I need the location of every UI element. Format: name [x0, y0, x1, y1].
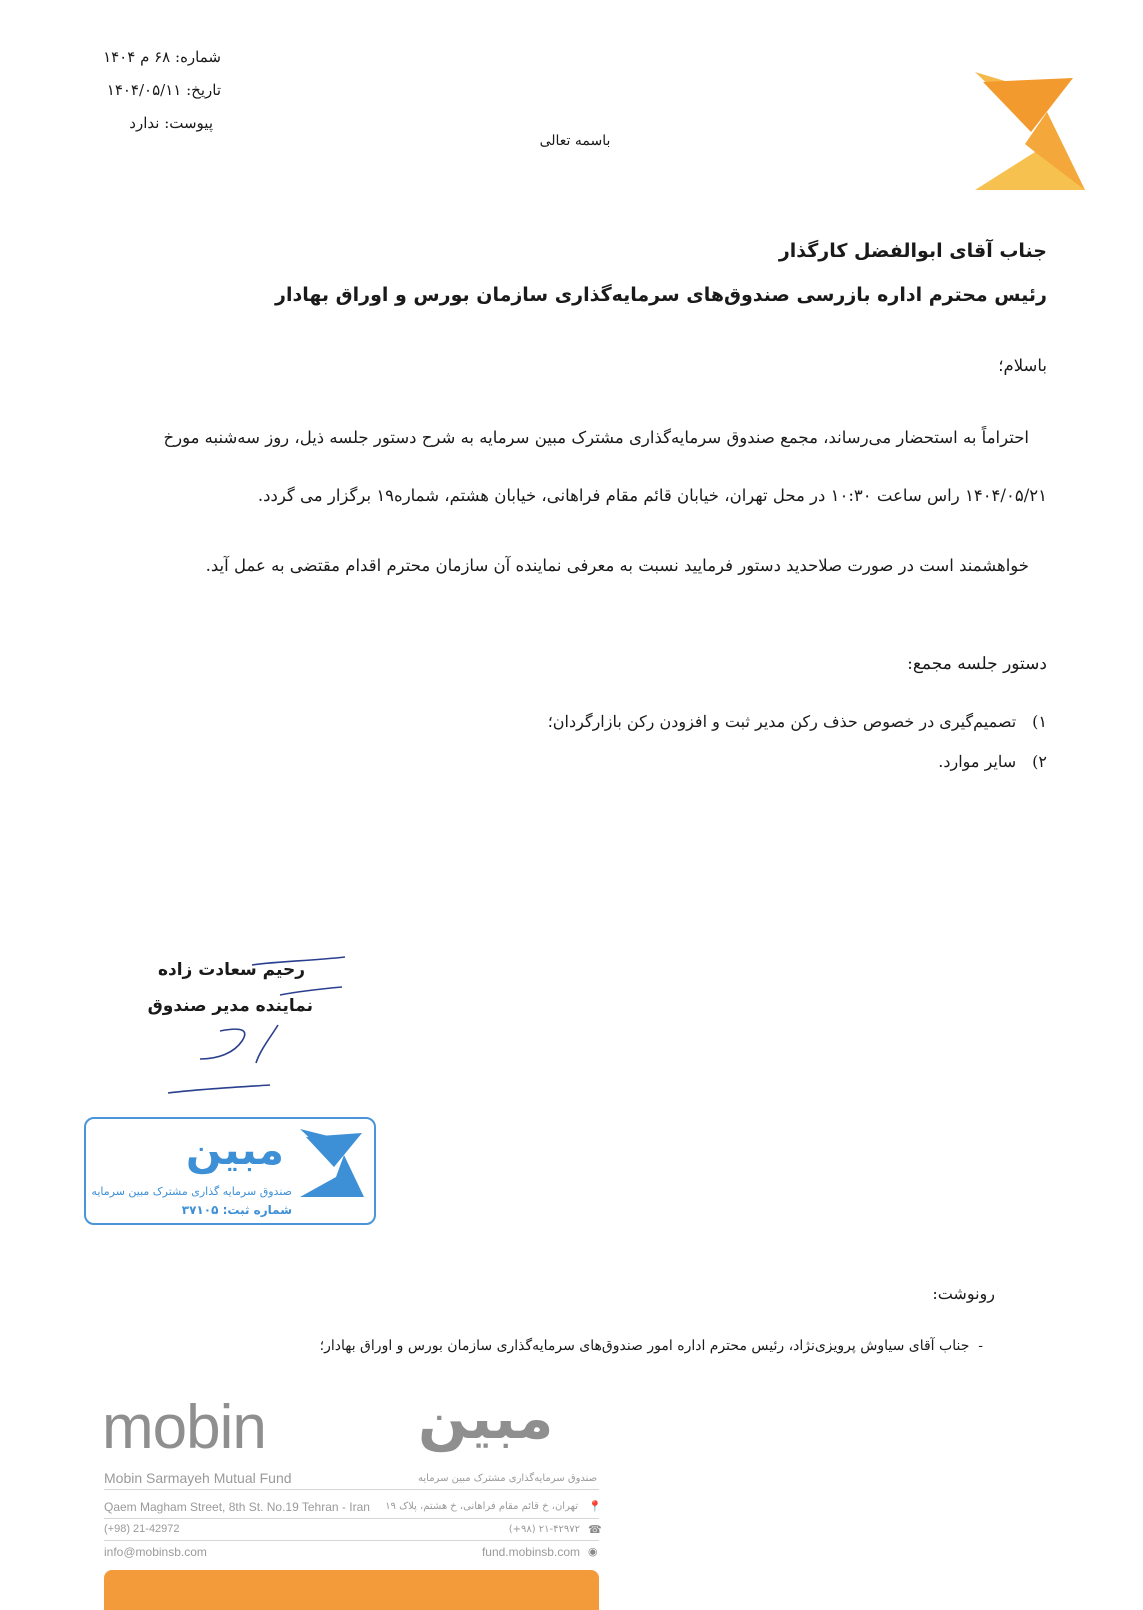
footer-brand-fa: مبین: [418, 1384, 554, 1452]
letter-date: تاریخ: ۱۴۰۴/۰۵/۱۱: [106, 81, 221, 99]
agenda-item-number: ۱): [1032, 712, 1047, 731]
cc-heading: رونوشت:: [932, 1284, 995, 1303]
footer-brand-fa-sub: صندوق سرمایه‌گذاری مشترک مبین سرمایه: [418, 1473, 598, 1484]
agenda-heading: دستور جلسه مجمع:: [907, 654, 1047, 674]
bismillah: باسمه تعالی: [539, 133, 611, 149]
cc-bullet: -: [969, 1338, 983, 1354]
handwritten-signature: [157, 955, 350, 1095]
agenda-item-text: سایر موارد.: [938, 752, 1017, 771]
footer-brand-en-sub: Mobin Sarmayeh Mutual Fund: [104, 1470, 292, 1486]
agenda-item: [938, 752, 1047, 771]
paragraph-1-line-2: ۱۴۰۴/۰۵/۲۱ راس ساعت ۱۰:۳۰ در محل تهران، خیابان قائم مقام فراهانی، خیابان هشتم، شماره۱۹ برگزار می گردد.: [257, 486, 1047, 505]
letter-attachment: پیوست: ندارد: [129, 114, 213, 132]
phone-icon: ☎: [588, 1523, 602, 1536]
signatory-role: نماینده مدیر صندوق: [147, 996, 313, 1016]
cc-item-text: جناب آقای سیاوش پرویزی‌نژاد، رئیس محترم اداره امور صندوق‌های سرمایه‌گذاری سازمان بورس و اوراق بهادار؛: [319, 1338, 970, 1354]
footer-divider: [104, 1518, 599, 1519]
stamp-brand: مبین: [185, 1125, 284, 1174]
paragraph-2: خواهشمند است در صورت صلاحدید دستور فرمایید نسبت به معرفی نماینده آن سازمان محترم اقدام مقتضی به عمل آید.: [205, 556, 1029, 575]
stamp-line-1: صندوق سرمایه گذاری مشترک مبین سرمایه: [91, 1185, 292, 1198]
company-stamp: [84, 1117, 376, 1225]
stamp-logo-icon: [300, 1129, 366, 1201]
footer-divider: [104, 1489, 599, 1490]
footer-website[interactable]: fund.mobinsb.com: [481, 1545, 580, 1559]
company-logo: [975, 72, 1087, 196]
footer-orange-bar: [104, 1570, 599, 1610]
location-pin-icon: 📍: [588, 1500, 602, 1513]
letter-number: شماره: ۶۸ م ۱۴۰۴: [103, 48, 221, 66]
paragraph-1-line-1: احتراماً به استحضار می‌رساند، مجمع صندوق سرمایه‌گذاری مشترک مبین سرمایه به شرح دستور جلسه ذیل، روز سه‌شنبه مورخ: [163, 428, 1029, 447]
footer-phone-en: (+98) 21-42972: [104, 1523, 180, 1535]
footer-brand-en: mobin: [102, 1393, 266, 1462]
footer-address-fa: تهران، خ قائم مقام فراهانی، خ هشتم، پلاک ۱۹: [385, 1501, 578, 1512]
footer-phone-fa: (+۹۸) ۲۱-۴۲۹۷۲: [508, 1524, 580, 1535]
stamp-line-2: شماره ثبت: ۳۷۱۰۵: [181, 1203, 292, 1217]
footer-divider: [104, 1540, 599, 1541]
footer-address-en: Qaem Magham Street, 8th St. No.19 Tehran - Iran: [104, 1500, 370, 1514]
addressee-title: رئیس محترم اداره بازرسی صندوق‌های سرمایه‌گذاری سازمان بورس و اوراق بهادار: [275, 284, 1047, 306]
footer-email[interactable]: info@mobinsb.com: [104, 1545, 207, 1559]
globe-icon: ◉: [588, 1545, 598, 1558]
greeting: باسلام؛: [998, 356, 1047, 375]
signatory-name: رحیم سعادت زاده: [157, 960, 305, 980]
agenda-item-text: تصمیم‌گیری در خصوص حذف رکن مدیر ثبت و افزودن رکن بازارگردان؛: [547, 712, 1017, 731]
agenda-item: [548, 712, 1047, 731]
cc-item: [320, 1338, 983, 1354]
agenda-item-number: ۲): [1032, 752, 1047, 771]
addressee-name: جناب آقای ابوالفضل کارگذار: [778, 240, 1047, 262]
